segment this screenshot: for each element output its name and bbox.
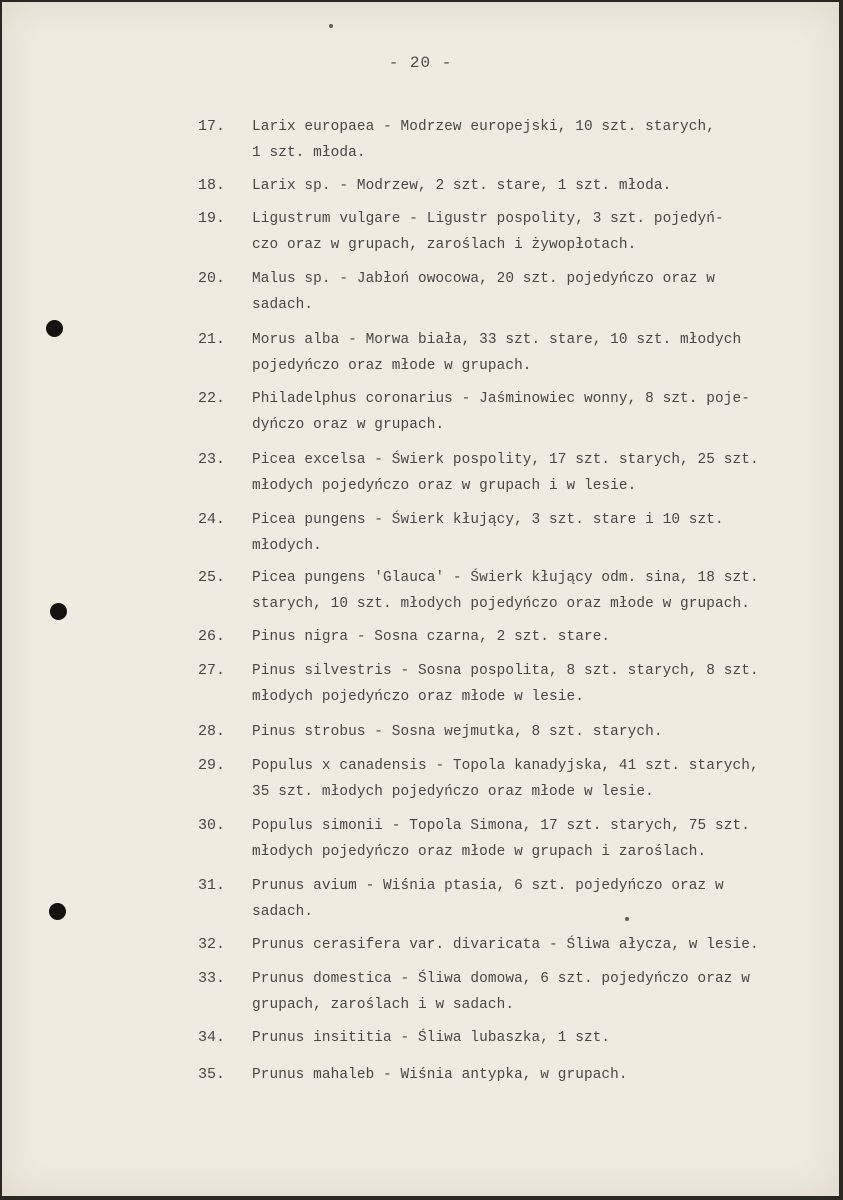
entry-number: 24. [198, 511, 226, 528]
entry-text-line-1: Philadelphus coronarius - Jaśminowiec wonny, 8 szt. poje- [252, 391, 750, 407]
entry-text-line-2: czo oraz w grupach, zaroślach i żywopłotach. [252, 237, 637, 253]
entry-number: 23. [198, 451, 226, 468]
entry-text-line-2: 1 szt. młoda. [252, 145, 366, 161]
entry-text-line-1: Picea excelsa - Świerk pospolity, 17 szt. starych, 25 szt. [252, 452, 759, 468]
entry-number: 21. [198, 331, 226, 348]
entry-number: 19. [198, 210, 226, 227]
entry-text-line-1: Prunus insititia - Śliwa lubaszka, 1 szt. [252, 1030, 611, 1046]
entry-number: 26. [198, 628, 226, 645]
entry-text-line-2: młodych pojedyńczo oraz w grupach i w lesie. [252, 478, 637, 494]
entry-text-line-2: 35 szt. młodych pojedyńczo oraz młode w lesie. [252, 784, 654, 800]
entry-number: 32. [198, 936, 226, 953]
entry-text-line-1: Morus alba - Morwa biała, 33 szt. stare, 10 szt. młodych [252, 332, 742, 348]
entry-text-line-1: Prunus avium - Wiśnia ptasia, 6 szt. pojedyńczo oraz w [252, 878, 724, 894]
entry-text-line-2: grupach, zaroślach i w sadach. [252, 997, 515, 1013]
entry-text-line-1: Pinus nigra - Sosna czarna, 2 szt. stare. [252, 629, 611, 645]
entry-text-line-1: Prunus cerasifera var. divaricata - Śliwa ałycza, w lesie. [252, 937, 759, 953]
entry-text-line-1: Picea pungens 'Glauca' - Świerk kłujący odm. sina, 18 szt. [252, 570, 759, 586]
entry-text-line-1: Picea pungens - Świerk kłujący, 3 szt. stare i 10 szt. [252, 512, 724, 528]
entry-text-line-1: Prunus domestica - Śliwa domowa, 6 szt. pojedyńczo oraz w [252, 971, 750, 987]
entry-number: 25. [198, 569, 226, 586]
entry-text-line-2: sadach. [252, 904, 314, 920]
entry-text-line-1: Pinus strobus - Sosna wejmutka, 8 szt. starych. [252, 724, 663, 740]
entry-text-line-2: pojedyńczo oraz młode w grupach. [252, 358, 532, 374]
entry-text-line-1: Populus x canadensis - Topola kanadyjska, 41 szt. starych, [252, 758, 759, 774]
entry-text-line-2: starych, 10 szt. młodych pojedyńczo oraz młode w grupach. [252, 596, 750, 612]
entry-number: 20. [198, 270, 226, 287]
entry-number: 18. [198, 177, 226, 194]
entry-text-line-1: Pinus silvestris - Sosna pospolita, 8 szt. starych, 8 szt. [252, 663, 759, 679]
entry-text-line-2: młodych pojedyńczo oraz młode w grupach i zaroślach. [252, 844, 707, 860]
entry-text-line-2: sadach. [252, 297, 314, 313]
entry-text-line-1: Populus simonii - Topola Simona, 17 szt. starych, 75 szt. [252, 818, 750, 834]
entry-number: 33. [198, 970, 226, 987]
entry-text-line-1: Prunus mahaleb - Wiśnia antypka, w grupach. [252, 1067, 628, 1083]
entry-number: 35. [198, 1066, 226, 1083]
species-list [2, 2, 839, 1196]
entry-number: 17. [198, 118, 226, 135]
page-number: - 20 - [388, 54, 453, 72]
entry-number: 22. [198, 390, 226, 407]
entry-text-line-2: młodych. [252, 538, 322, 554]
document-page [2, 2, 839, 1196]
entry-number: 27. [198, 662, 226, 679]
entry-text-line-2: dyńczo oraz w grupach. [252, 417, 445, 433]
entry-text-line-2: młodych pojedyńczo oraz młode w lesie. [252, 689, 584, 705]
entry-number: 28. [198, 723, 226, 740]
entry-text-line-1: Ligustrum vulgare - Ligustr pospolity, 3 szt. pojedyń- [252, 211, 724, 227]
entry-text-line-1: Larix europaea - Modrzew europejski, 10 szt. starych, [252, 119, 715, 135]
entry-number: 31. [198, 877, 226, 894]
entry-text-line-1: Malus sp. - Jabłoń owocowa, 20 szt. pojedyńczo oraz w [252, 271, 715, 287]
entry-number: 29. [198, 757, 226, 774]
entry-number: 30. [198, 817, 226, 834]
entry-text-line-1: Larix sp. - Modrzew, 2 szt. stare, 1 szt. młoda. [252, 178, 672, 194]
entry-number: 34. [198, 1029, 226, 1046]
